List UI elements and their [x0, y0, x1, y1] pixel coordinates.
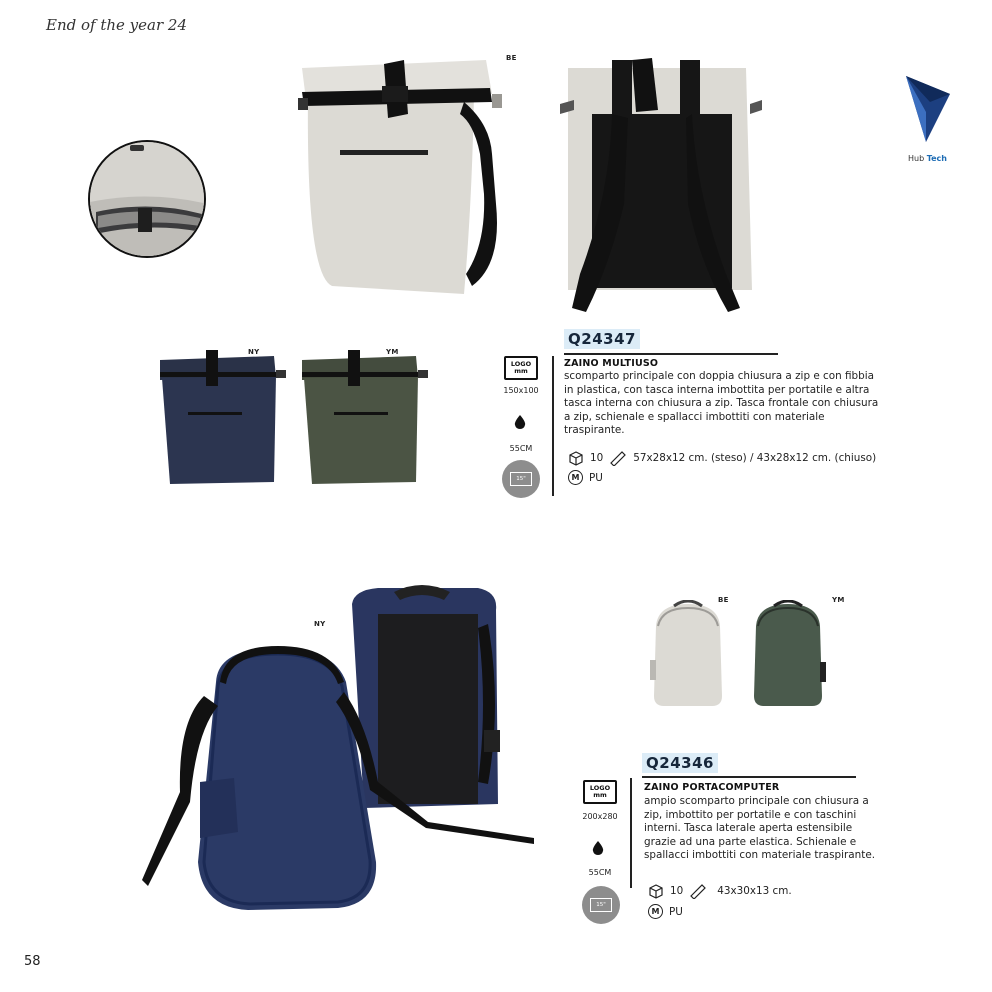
color-code-be-2: BE — [718, 596, 729, 604]
print-method-2: 55CM — [588, 868, 612, 877]
product2-description: ampio scomparto principale con chiusura a zip, imbottito per portatile e con taschini interni. Tasca laterale aperta estensibile grazie ad una parte elastica. Schienale e spallacci imbottiti con materiale traspirante. — [644, 795, 876, 861]
product2-logo-area — [580, 780, 620, 821]
backpack2-ym-image — [748, 600, 828, 708]
backpack-be-front-image — [296, 54, 506, 300]
product1-logo-area — [501, 356, 541, 395]
header-title: End of the year 24 — [46, 16, 187, 34]
ruler-icon-2 — [689, 883, 707, 899]
product1-code: Q24347 — [564, 329, 640, 349]
detail-inset-image — [90, 142, 206, 258]
laptop-icon: 15" — [510, 472, 532, 486]
material: PU — [589, 471, 603, 484]
color-code-ny: NY — [248, 348, 260, 356]
detail-inset — [88, 140, 206, 258]
product2-code: Q24346 — [642, 753, 718, 773]
product2-side-rule — [630, 778, 632, 888]
print-drop-icon — [512, 414, 528, 430]
logo-size: 150x100 — [503, 386, 539, 395]
product1-description: scomparto principale con doppia chiusura a zip e con fibbia in plastica, con tasca interna imbottita per portatile e altra tasca interna con chiusura a zip. Tasca frontale con chiusura a zip, schienale e spallacci imbottiti con materiale traspirante. — [564, 370, 879, 436]
laptop-size-badge — [502, 460, 540, 498]
backpack-ny-image — [152, 346, 290, 486]
color-code-ym-2: YM — [832, 596, 845, 604]
laptop-icon-2: 15" — [590, 898, 612, 912]
logo-size-icon-2: LOGO mm — [583, 780, 617, 804]
product1-material — [568, 470, 603, 485]
product1-specs — [568, 450, 876, 466]
pack-qty: 10 — [590, 452, 604, 464]
dimensions-2: 43x30x13 cm. — [717, 885, 792, 897]
dimensions: 57x28x12 cm. (steso) / 43x28x12 cm. (chiuso) — [633, 452, 877, 464]
pack-qty-2: 10 — [670, 885, 684, 897]
brand-name: Hub Tech — [908, 154, 947, 163]
ruler-icon — [609, 450, 627, 466]
material-2: PU — [669, 905, 683, 918]
backpack2-ny-front-image — [138, 642, 538, 914]
backpack2-be-image — [648, 600, 728, 708]
brand-logo-icon — [900, 72, 956, 144]
box-icon — [568, 450, 584, 466]
product1-side-rule — [552, 356, 554, 496]
logo-size-icon: LOGO mm — [504, 356, 538, 380]
product1-title-rule — [564, 353, 778, 355]
box-icon-2 — [648, 883, 664, 899]
product2-title-rule — [642, 776, 856, 778]
color-code-ym: YM — [386, 348, 399, 356]
color-code-ny-2: NY — [314, 620, 326, 628]
product1-name: ZAINO MULTIUSO — [564, 358, 659, 369]
brand-logo — [900, 72, 956, 172]
backpack-ym-image — [294, 346, 432, 486]
product2-name: ZAINO PORTACOMPUTER — [644, 782, 780, 793]
material-icon-2: M — [648, 904, 663, 919]
laptop-size-badge-2 — [582, 886, 620, 924]
print-method: 55CM — [509, 444, 533, 453]
material-icon: M — [568, 470, 583, 485]
color-code-be: BE — [506, 54, 517, 62]
backpack-be-back-image — [540, 54, 772, 316]
product2-specs — [648, 883, 792, 899]
logo-size-2: 200x280 — [582, 812, 618, 821]
print-drop-icon-2 — [590, 840, 606, 856]
page-number: 58 — [24, 954, 41, 969]
product2-material — [648, 904, 683, 919]
